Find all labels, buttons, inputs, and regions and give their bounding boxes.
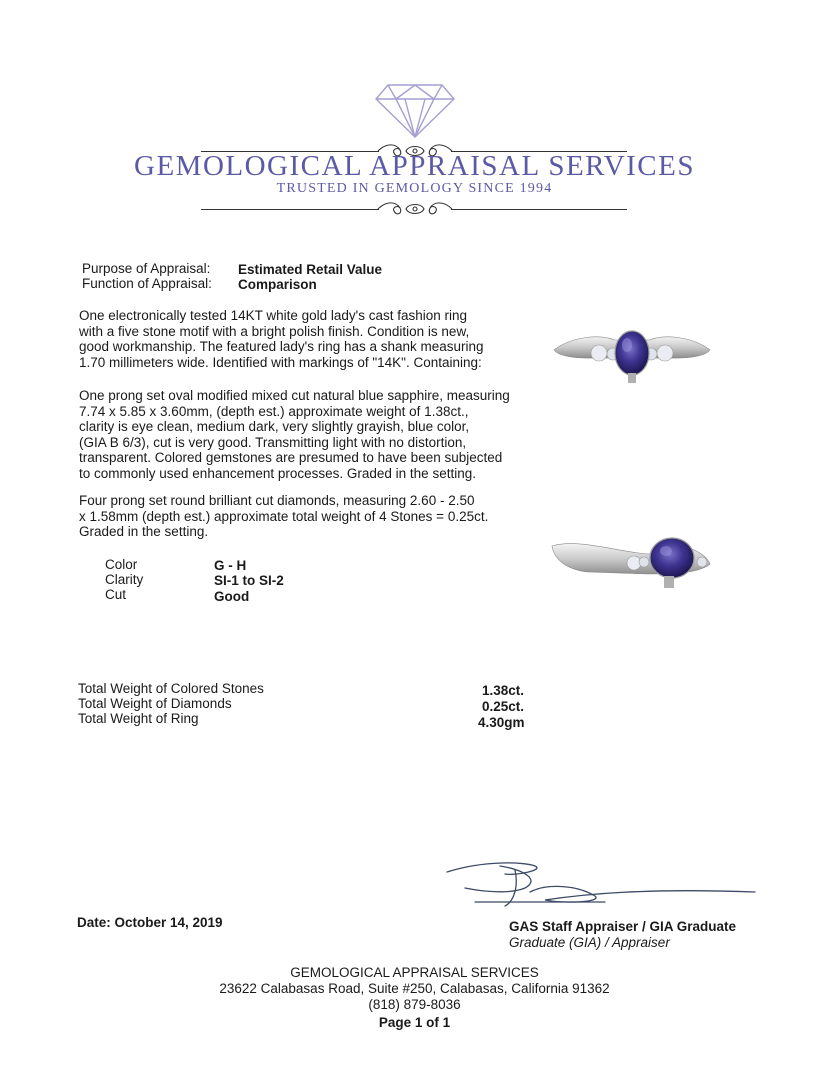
total-value-colored: 1.38ct. (482, 683, 525, 698)
total-value-ring: 4.30gm (478, 715, 525, 730)
ring-line: with a five stone motif with a bright polish finish. Condition is new, (79, 323, 470, 339)
sapphire-line: transparent. Colored gemstones are presumed to have been subjected (79, 450, 503, 466)
signer-title: GAS Staff Appraiser / GIA Graduate (509, 919, 737, 934)
footer-address: 23622 Calabasas Road, Suite #250, Calabasas, California 91362 (219, 981, 610, 996)
ring-angle-photo (548, 530, 713, 595)
diamond-line: x 1.58mm (depth est.) approximate total weight of 4 Stones = 0.25ct. (79, 508, 489, 524)
purpose-value: Estimated Retail Value (238, 262, 383, 277)
grade-label-color: Color (105, 557, 138, 572)
sapphire-line: One prong set oval modified mixed cut natural blue sapphire, measuring (79, 388, 510, 403)
ring-line: One electronically tested 14KT white gold lady's cast fashion ring (79, 308, 468, 323)
purpose-label: Purpose of Appraisal: (82, 261, 211, 276)
appraiser-signature (445, 858, 765, 920)
appraisal-date: Date: October 14, 2019 (77, 915, 223, 930)
ring-line: good workmanship. The featured lady's ring has a shank measuring (79, 339, 484, 355)
signer-subtitle: Graduate (GIA) / Appraiser (509, 935, 670, 950)
diamond-description (79, 493, 519, 540)
total-label-ring: Total Weight of Ring (78, 711, 199, 726)
grade-value-clarity: SI-1 to SI-2 (214, 573, 284, 588)
ring-front-photo (552, 320, 712, 388)
grade-label-cut: Cut (105, 587, 127, 602)
sapphire-description (79, 388, 519, 482)
diamond-logo-icon (374, 83, 456, 139)
grade-value-color: G - H (214, 558, 247, 573)
total-label-diamonds: Total Weight of Diamonds (78, 696, 232, 711)
sapphire-line: 7.74 x 5.85 x 3.60mm, (depth est.) approximate weight of 1.38ct., (79, 403, 469, 419)
grade-value-cut: Good (214, 589, 250, 604)
function-label: Function of Appraisal: (82, 276, 212, 291)
page-number: Page 1 of 1 (378, 1015, 451, 1030)
scroll-ornament-icon (376, 199, 454, 219)
sapphire-line: to commonly used enhancement processes. Graded in the setting. (79, 465, 476, 481)
total-value-diamonds: 0.25ct. (482, 699, 525, 714)
total-label-colored: Total Weight of Colored Stones (78, 681, 264, 696)
footer-phone: (818) 879-8036 (368, 997, 461, 1012)
letterhead (0, 0, 829, 230)
grade-label-clarity: Clarity (105, 572, 144, 587)
sapphire-line: clarity is eye clean, medium dark, very slightly grayish, blue color, (79, 419, 470, 435)
footer-company: GEMOLOGICAL APPRAISAL SERVICES (290, 965, 539, 980)
function-value: Comparison (238, 277, 317, 292)
ring-line: 1.70 millimeters wide. Identified with markings of "14K". Containing: (79, 354, 482, 370)
diamond-line: Four prong set round brilliant cut diamonds, measuring 2.60 - 2.50 (79, 493, 475, 508)
sapphire-line: (GIA B 6/3), cut is very good. Transmitting light with no distortion, (79, 434, 467, 450)
company-name: GEMOLOGICAL APPRAISAL SERVICES (134, 150, 695, 182)
company-tagline: TRUSTED IN GEMOLOGY SINCE 1994 (276, 181, 553, 196)
ring-description (79, 308, 519, 370)
diamond-line: Graded in the setting. (79, 524, 209, 540)
